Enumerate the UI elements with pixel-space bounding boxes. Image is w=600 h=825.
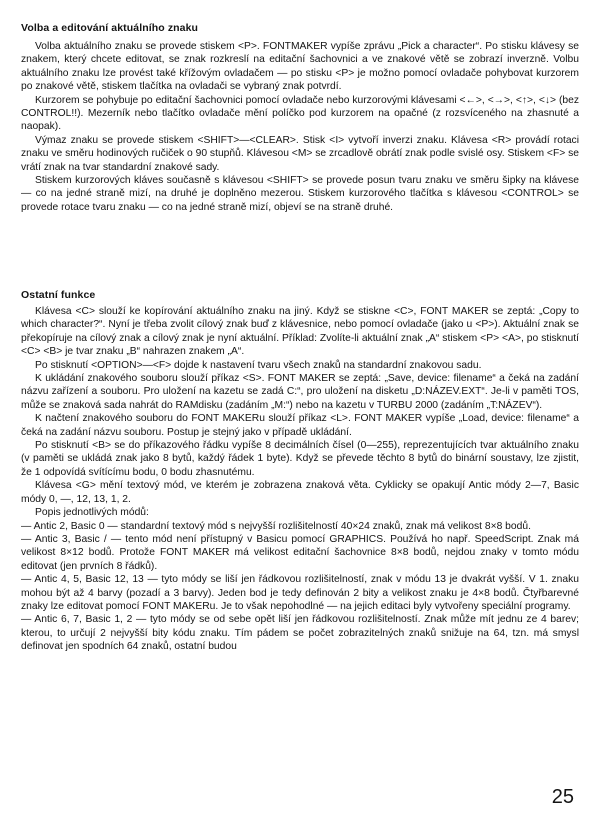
paragraph: K načtení znakového souboru do FONT MAKERu slouží příkaz <L>. FONT MAKER vypíše „Load, device: filename“ a čeká na zadání názvu souboru. Postup je stejný jako v případě ukládání. bbox=[21, 413, 579, 438]
list-item: — Antic 4, 5, Basic 12, 13 — tyto módy se liší jen řádkovou rozlišitelností, znak v módu 13 je dvakrát vyšší. V 1. znaku mohou být až 4 barvy (pozadí a 3 barvy). Jeden bod je tedy definován 2 bity a velikost znaku je 4×8 bodů. Čtyřbarevné znaky lze editovat pomocí FONT MAKERu. Je to však nepohodlné — na jejich editaci byly vytvořeny speciální programy. bbox=[21, 574, 579, 612]
list-item: — Antic 6, 7, Basic 1, 2 — tyto módy se od sebe opět liší jen řádkovou rozlišitelností. Znak může mít jednu ze 4 barev; kterou, to určují 2 nejvyšší bity kódu znaku. Tím pádem se počet zobrazitelných znaků snižuje na 64, tzn. má smysl definovat jen spodních 64 znaků, ostatní budou bbox=[21, 614, 579, 653]
paragraph: Kurzorem se pohybuje po editační šachovnici pomocí ovladače nebo kurzorovými klávesami <←>, <→>, <↑>, <↓> (bez CONTROL!!). Mezerník nebo tlačítko ovladače mění políčko pod kurzorem na opačné (z rozsvíceného na zhasnuté a naopak). bbox=[21, 94, 579, 133]
paragraph: Výmaz znaku se provede stiskem <SHIFT>—<CLEAR>. Stisk <I> vytvoří inverzi znaku. Klávesa <R> provádí rotaci znaku ve směru hodinových ručiček o 90 stupňů. Klávesou <M> se zrcadlově obrátí znak podle svislé osy. Stiskem <F> se vrátí znak na tvar standardní znakové sady. bbox=[21, 134, 579, 173]
page-number: 25 bbox=[551, 786, 574, 808]
section-other-functions-body bbox=[21, 305, 579, 654]
paragraph: Klávesa <G> mění textový mód, ve kterém je zobrazena znaková věta. Cyklicky se opakují Antic módy 2—7, Basic módy 0, —, 12, 13, 1, 2. bbox=[21, 480, 579, 505]
section-heading-other-functions: Ostatní funkce bbox=[21, 289, 96, 301]
paragraph: Klávesa <C> slouží ke kopírování aktuálního znaku na jiný. Když se stiskne <C>, FONT MAKER se zeptá: „Copy to which character?“. Nyní je třeba zvolit cílový znak buď z klávesnice, nebo pomocí ovladače (jako u <P>). Aktuální znak se překopíruje na cílový znak a cílový znak je nyní aktuální. Příklad: Zvolíte-li aktuální znak „A“ stiskem <P> <A>, po stisknutí <C> <B> je tvar znaku „B“ nahrazen znakem „A“. bbox=[21, 306, 579, 358]
paragraph: Volba aktuálního znaku se provede stiskem <P>. FONTMAKER vypíše zprávu „Pick a character“. Po stisku klávesy se znakem, který chcete editovat, se znak rozkreslí na editační šachovnici a ve znakové větě se zobrazí inverzně. Volbu aktuálního znaku lze provést také křížovým ovladačem — po stisku <P> je možno pomocí ovladače pohybovat kurzorem po znakové větě, stiskem tlačítka na ovladači se vybraný znak potvrdí. bbox=[21, 41, 579, 93]
section-heading-editing: Volba a editování aktuálního znaku bbox=[21, 22, 199, 34]
list-item: — Antic 3, Basic / — tento mód není přístupný v Basicu pomocí GRAPHICS. Používá ho např. SpeedScript. Znak má velikost 8×12 bodů. Protože FONT MAKER má velikost editační šachovnice 8×8 bodů, nejdou znaky v tomto módu editovat (jen prvních 8 řádků). bbox=[21, 533, 579, 572]
paragraph: K ukládání znakového souboru slouží příkaz <S>. FONT MAKER se zeptá: „Save, device: filename“ a čeká na zadání názvu zařízení a souboru. Pro uložení na kazetu se zadá C:“, pro uložení na disketu „D:NÁZEV.EXT“. Je-li v paměti TOS, může se znaková sada nahrát do RAMdisku (zadáním „M:“) nebo na kazetu v TURBU 2000 (zadáním „T:NÁZEV“). bbox=[21, 373, 579, 411]
list-item: — Antic 2, Basic 0 — standardní textový mód s nejvyšší rozlišitelností 40×24 znaků, znak má velikost 8×8 bodů. bbox=[21, 520, 531, 532]
section-editing-body bbox=[21, 40, 579, 214]
paragraph: Popis jednotlivých módů: bbox=[35, 507, 149, 519]
paragraph: Stiskem kurzorových kláves současně s klávesou <SHIFT> se provede posun tvaru znaku ve směru šipky na klávese — co na jedné straně mizí, na druhé je doplněno mezerou. Stiskem kurzorového tlačítka s klávesou <CONTROL> se provede rotace tvaru znaku — co na jedné straně mizí, objeví se na straně druhé. bbox=[21, 175, 579, 213]
paragraph: Po stisknutí <B> se do příkazového řádku vypíše 8 decimálních čísel (0—255), reprezentujících tvar aktuálního znaku (v paměti se ukládá znak jako 8 bytů, každý řádek 1 byte). Když se převede těchto 8 bytů do binární soustavy, lze zjistit, že 1 odpovídá svítícímu bodu, 0 bodu zhasnutému. bbox=[21, 440, 579, 478]
paragraph: Po stisknutí <OPTION>—<F> dojde k nastavení tvaru všech znaků na standardní znakovou sadu. bbox=[35, 359, 482, 371]
